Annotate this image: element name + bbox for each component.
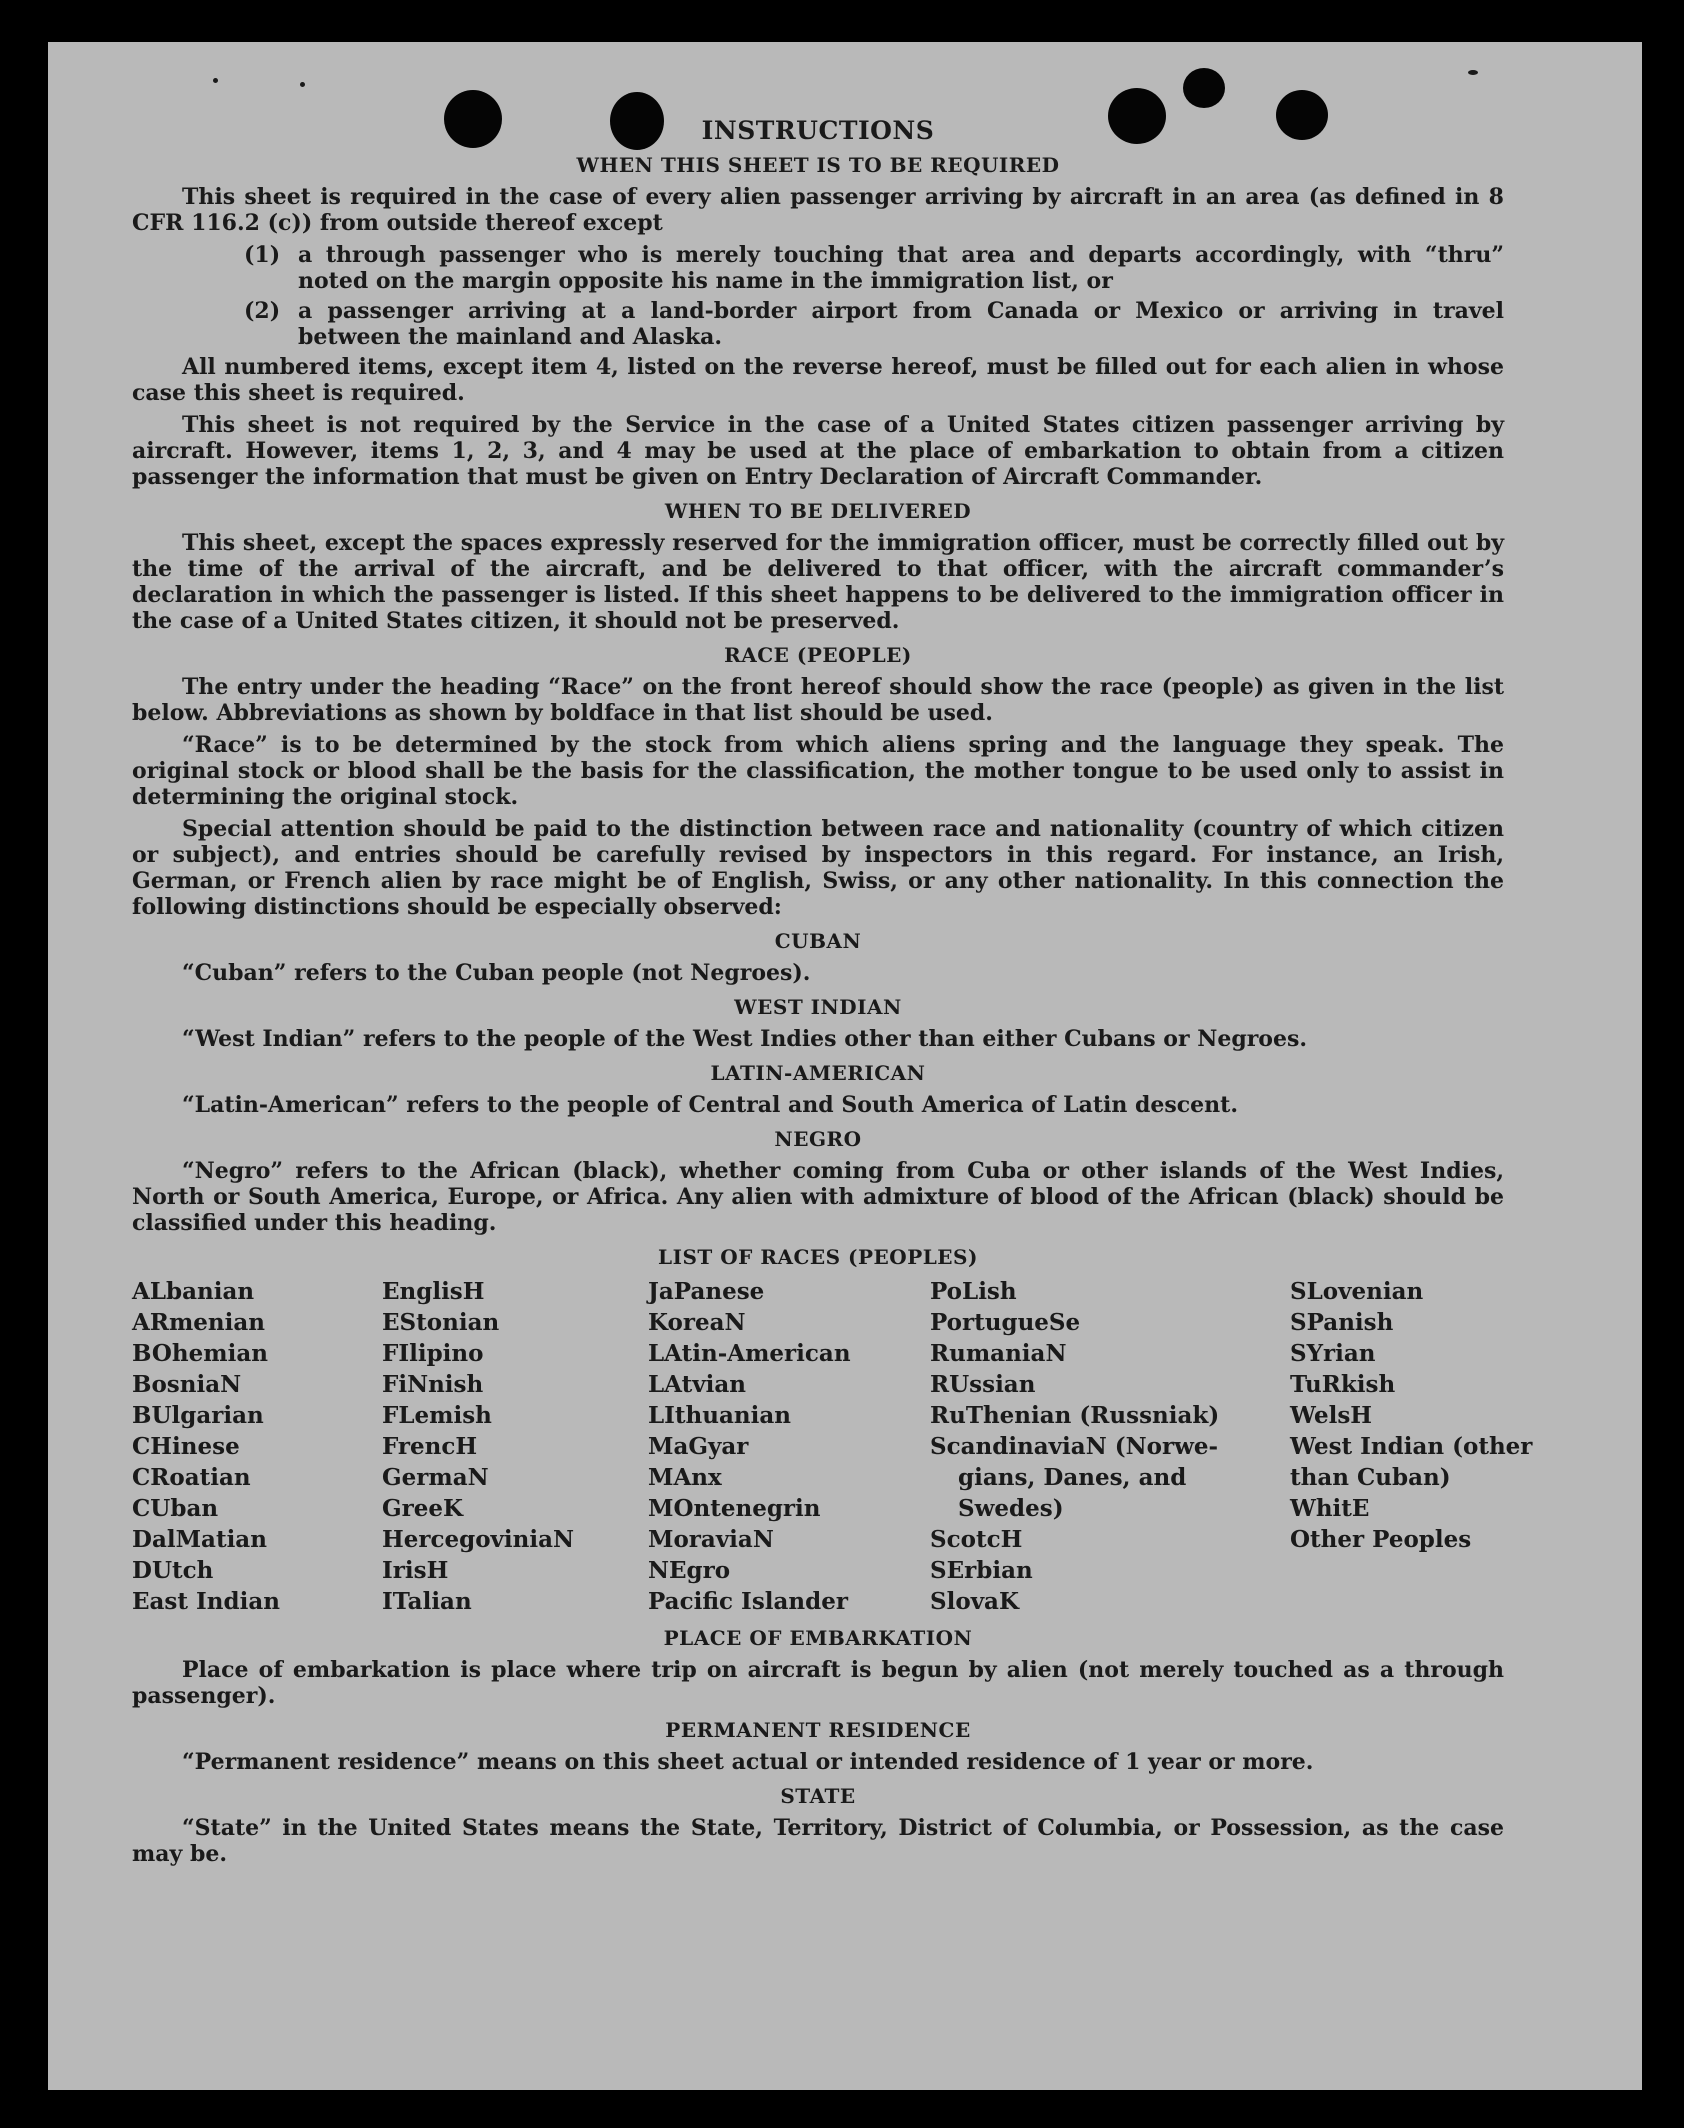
- document-sheet: [48, 42, 1642, 2090]
- paragraph: “State” in the United States means the State, Territory, District of Columbia, or Possession, as the case may be.: [132, 1815, 1504, 1867]
- race-item: DalMatian: [132, 1526, 267, 1553]
- race-item: FIlipino: [382, 1340, 484, 1367]
- section-heading-negro: NEGRO: [774, 1127, 862, 1151]
- race-item: WhitE: [1290, 1495, 1370, 1522]
- race-item: EnglisH: [382, 1278, 485, 1305]
- race-item: gians, Danes, and: [958, 1464, 1187, 1491]
- paragraph: This sheet, except the spaces expressly reserved for the immigration officer, must be correctly filled out by the time of the arrival of the aircraft, and be delivered to that officer, with the aircraft commander’s declaration in which the passenger is listed. If this sheet happens to be delivered to the immigration officer in the case of a United States citizen, it should not be preserved.: [132, 530, 1504, 634]
- paragraph: The entry under the heading “Race” on the front hereof should show the race (people) as given in the list below. Abbreviations as shown by boldface in that list should be used.: [132, 674, 1504, 726]
- paragraph: “Race” is to be determined by the stock from which aliens spring and the language they speak. The original stock or blood shall be the basis for the classification, the mother tongue to be used only to assist in determining the original stock.: [132, 732, 1504, 810]
- race-item: MAnx: [648, 1464, 722, 1491]
- speck-1: [213, 78, 218, 83]
- item-number: (1): [244, 242, 281, 268]
- race-item: CUban: [132, 1495, 219, 1522]
- item-text: a through passenger who is merely touching that area and departs accordingly, with “thru” noted on the margin opposite his name in the immigration list, or: [298, 242, 1504, 294]
- numbered-item-1: [132, 242, 1504, 294]
- paragraph: “West Indian” refers to the people of the West Indies other than either Cubans or Negroes.: [182, 1026, 1308, 1052]
- numbered-item-2: [132, 298, 1504, 350]
- race-list: [132, 1276, 1533, 1617]
- paragraph: “Latin-American” refers to the people of Central and South America of Latin descent.: [182, 1092, 1238, 1118]
- section-heading-west-indian: WEST INDIAN: [734, 995, 902, 1019]
- punch-hole-1: [444, 90, 502, 148]
- race-item: GermaN: [382, 1464, 489, 1491]
- race-item: SlovaK: [930, 1588, 1019, 1615]
- race-item: DUtch: [132, 1557, 214, 1584]
- race-item: LAtin-American: [648, 1340, 851, 1367]
- race-item: Swedes): [958, 1495, 1064, 1522]
- race-item: ITalian: [382, 1588, 472, 1615]
- section-heading-when-required: WHEN THIS SHEET IS TO BE REQUIRED: [576, 153, 1060, 177]
- race-item: BosniaN: [132, 1371, 242, 1398]
- race-item: ARmenian: [132, 1309, 266, 1336]
- race-column-1: [132, 1276, 382, 1617]
- race-item: LIthuanian: [648, 1402, 791, 1429]
- race-item: JaPanese: [648, 1278, 765, 1305]
- section-heading-race: RACE (PEOPLE): [724, 643, 912, 667]
- item-text: a passenger arriving at a land-border airport from Canada or Mexico or arriving in travel between the mainland and Alaska.: [298, 298, 1504, 350]
- race-column-5: [1290, 1276, 1550, 1617]
- punch-hole-4: [1183, 68, 1225, 108]
- race-item: FLemish: [382, 1402, 492, 1429]
- section-heading-list-of-races: LIST OF RACES (PEOPLES): [658, 1245, 978, 1269]
- race-item: SPanish: [1290, 1309, 1394, 1336]
- race-item: CRoatian: [132, 1464, 251, 1491]
- race-item: FrencH: [382, 1433, 478, 1460]
- race-item: HercegoviniaN: [382, 1526, 575, 1553]
- race-item: SErbian: [930, 1557, 1033, 1584]
- paragraph: Special attention should be paid to the distinction between race and nationality (country of which citizen or subject), and entries should be carefully revised by inspectors in this regard. For instance, an Irish, German, or French alien by race might be of English, Swiss, or any other nationality. In this connection the following distinctions should be especially observed:: [132, 816, 1504, 920]
- race-item: RumaniaN: [930, 1340, 1067, 1367]
- paragraph: “Cuban” refers to the Cuban people (not Negroes).: [182, 960, 811, 986]
- race-item: CHinese: [132, 1433, 240, 1460]
- speck-2: [300, 82, 305, 87]
- race-item: MOntenegrin: [648, 1495, 821, 1522]
- page-title: INSTRUCTIONS: [701, 116, 935, 145]
- speck-3: [1468, 70, 1478, 75]
- race-item: KoreaN: [648, 1309, 746, 1336]
- race-item: ALbanian: [132, 1278, 255, 1305]
- race-item: NEgro: [648, 1557, 731, 1584]
- race-column-2: [382, 1276, 648, 1617]
- race-item: MoraviaN: [648, 1526, 774, 1553]
- paragraph: This sheet is required in the case of every alien passenger arriving by aircraft in an area (as defined in 8 CFR 116.2 (c)) from outside thereof except: [132, 184, 1504, 236]
- paragraph: This sheet is not required by the Service in the case of a United States citizen passenger arriving by aircraft. However, items 1, 2, 3, and 4 may be used at the place of embarkation to obtain from a citizen passenger the information that must be given on Entry Declaration of Aircraft Commander.: [132, 412, 1504, 490]
- race-item: RUssian: [930, 1371, 1036, 1398]
- race-item: GreeK: [382, 1495, 464, 1522]
- race-item: BOhemian: [132, 1340, 268, 1367]
- race-item: SYrian: [1290, 1340, 1376, 1367]
- section-heading-permanent-residence: PERMANENT RESIDENCE: [665, 1718, 971, 1742]
- race-item: ScandinaviaN (Norwe-: [930, 1433, 1219, 1460]
- paragraph: “Permanent residence” means on this sheet actual or intended residence of 1 year or more.: [182, 1749, 1314, 1775]
- race-item: RuThenian (Russniak): [930, 1402, 1220, 1429]
- race-item: SLovenian: [1290, 1278, 1424, 1305]
- race-item: BUlgarian: [132, 1402, 264, 1429]
- punch-hole-2: [610, 92, 664, 150]
- race-item: LAtvian: [648, 1371, 746, 1398]
- race-item: West Indian (other: [1290, 1433, 1533, 1460]
- section-heading-when-delivered: WHEN TO BE DELIVERED: [664, 499, 972, 523]
- section-heading-embarkation: PLACE OF EMBARKATION: [663, 1626, 973, 1650]
- race-item: EStonian: [382, 1309, 500, 1336]
- race-item: FiNnish: [382, 1371, 484, 1398]
- race-item: WelsH: [1290, 1402, 1373, 1429]
- race-item: PortugueSe: [930, 1309, 1081, 1336]
- race-item: PoLish: [930, 1278, 1017, 1305]
- race-item: East Indian: [132, 1588, 280, 1615]
- race-item: TuRkish: [1290, 1371, 1396, 1398]
- race-column-4: [930, 1276, 1290, 1617]
- section-heading-latin-american: LATIN-AMERICAN: [710, 1061, 926, 1085]
- paragraph: “Negro” refers to the African (black), whether coming from Cuba or other islands of the West Indies, North or South America, Europe, or Africa. Any alien with admixture of blood of the African (black) should be classified under this heading.: [132, 1158, 1504, 1236]
- section-heading-state: STATE: [780, 1784, 856, 1808]
- punch-hole-5: [1276, 90, 1328, 140]
- race-item: MaGyar: [648, 1433, 749, 1460]
- race-item: Pacific Islander: [648, 1588, 848, 1615]
- race-column-3: [648, 1276, 930, 1617]
- item-number: (2): [244, 298, 281, 324]
- punch-hole-3: [1108, 88, 1166, 144]
- race-item: ScotcH: [930, 1526, 1023, 1553]
- paragraph: Place of embarkation is place where trip on aircraft is begun by alien (not merely touched as a through passenger).: [132, 1657, 1504, 1709]
- race-item: than Cuban): [1290, 1464, 1451, 1491]
- paragraph: All numbered items, except item 4, listed on the reverse hereof, must be filled out for each alien in whose case this sheet is required.: [132, 354, 1504, 406]
- race-item: Other Peoples: [1290, 1526, 1472, 1553]
- section-heading-cuban: CUBAN: [774, 929, 862, 953]
- race-item: IrisH: [382, 1557, 449, 1584]
